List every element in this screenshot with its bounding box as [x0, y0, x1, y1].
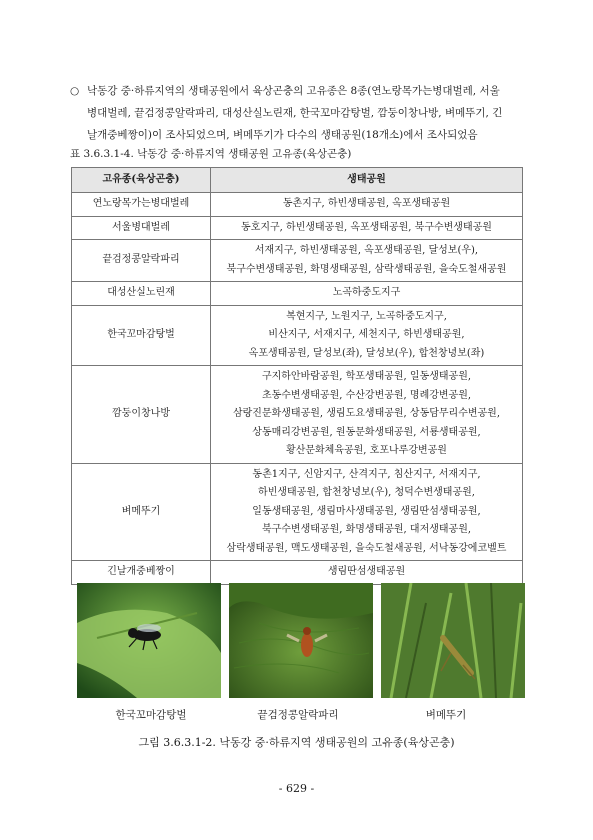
photo-label: 한국꼬마감탕벌: [115, 709, 187, 721]
park-list: [211, 216, 523, 240]
park-line: 비산지구, 서재지구, 세천지구, 하빈생태공원,: [268, 329, 465, 340]
photo-label: 끝검정콩알락파리: [257, 709, 339, 721]
park-line: 초동수변생태공원, 수산강변공원, 명례강변공원,: [261, 389, 472, 401]
park-line: 복현지구, 노원지구, 노곡하중도지구,: [286, 310, 447, 322]
species-name: 연노랑목가는병대벌레: [72, 193, 211, 217]
park-list: [211, 561, 523, 585]
paragraph-line: 날개중베짱이)이 조사되었으며, 벼메뚜기가 다수의 생태공원(18개소)에서 조사되었음: [87, 129, 478, 141]
park-line: 동촌지구, 하빈생태공원, 옥포생태공원: [282, 198, 451, 209]
park-line: 북구수변생태공원, 화명생태공원, 대저생태공원,: [261, 524, 472, 535]
park-line: 하빈생태공원, 합천창녕보(우), 청덕수변생태공원,: [258, 487, 475, 498]
page-number: - 629 -: [278, 782, 315, 795]
park-list: [211, 282, 523, 306]
figure-caption: 그림 3.6.3.1-2. 낙동강 중·하류지역 생태공원의 고유종(육상곤충): [138, 736, 455, 749]
table-row: [72, 282, 523, 306]
species-name: 한국꼬마감탕벌: [72, 305, 211, 366]
park-list: [211, 366, 523, 464]
paragraph-line: 병대벌레, 끝검정콩알락파리, 대성산실노린재, 한국꼬마감탕벌, 깜둥이창나방, 벼메뚜기, 긴: [87, 107, 503, 119]
park-line: 일동생태공원, 생림마사생태공원, 생림딴섬생태공원,: [252, 505, 481, 517]
header-parks: 생태공원: [211, 168, 523, 193]
park-line: 삼락생태공원, 맥도생태공원, 을숙도철새공원, 서낙동강에코벨트: [226, 542, 507, 554]
species-name: 깜둥이창나방: [72, 366, 211, 464]
table-row: [72, 305, 523, 366]
park-line: 노곡하중도지구: [332, 287, 401, 298]
table-header-row: [72, 168, 523, 193]
park-line: 동촌1지구, 신암지구, 산격지구, 침산지구, 서재지구,: [252, 468, 481, 480]
park-line: 구지하안바람공원, 학포생태공원, 일동생태공원,: [261, 371, 472, 382]
park-line: 북구수변생태공원, 화명생태공원, 삼락생태공원, 을숙도철새공원: [226, 263, 507, 275]
table-row: [72, 366, 523, 464]
park-line: 황산문화체육공원, 호포나루강변공원: [286, 445, 447, 456]
park-line: 동호지구, 하빈생태공원, 옥포생태공원, 북구수변생태공원: [241, 221, 492, 233]
species-name: 대성산실노린재: [72, 282, 211, 306]
photo-label: 벼메뚜기: [425, 709, 467, 721]
park-list: [211, 193, 523, 217]
park-list: [211, 463, 523, 561]
photo-grasshopper: [381, 583, 525, 698]
table-row: [72, 216, 523, 240]
park-line: 상동매리강변공원, 원동문화생태공원, 서룡생태공원,: [252, 426, 481, 438]
bullet-mark: ○: [70, 85, 80, 97]
species-photo-strip: [77, 583, 525, 698]
park-list: [211, 305, 523, 366]
table-row: [72, 240, 523, 282]
park-line: 옥포생태공원, 달성보(좌), 달성보(우), 합천창녕보(좌): [248, 347, 485, 359]
table-row: [72, 193, 523, 217]
paragraph-line: 낙동강 중·하류지역의 생태공원에서 육상곤충의 고유종은 8종(연노랑목가는병대벌레, 서울: [87, 85, 500, 97]
table-row: [72, 561, 523, 585]
table-row: [72, 463, 523, 561]
species-name: 끝검정콩알락파리: [72, 240, 211, 282]
species-name: 서울병대벌레: [72, 216, 211, 240]
species-name: 긴날개중베짱이: [72, 561, 211, 585]
intro-paragraph: [70, 80, 530, 146]
park-line: 서재지구, 하빈생태공원, 옥포생태공원, 달성보(우),: [254, 245, 479, 256]
table-caption: 표 3.6.3.1-4. 낙동강 중·하류지역 생태공원 고유종(육상곤충): [70, 148, 352, 160]
species-name: 벼메뚜기: [72, 463, 211, 561]
endemic-species-table: [71, 167, 523, 585]
park-list: [211, 240, 523, 282]
photo-fruit-fly: [229, 583, 373, 698]
header-species: 고유종(육상곤충): [72, 168, 211, 193]
park-line: 삼랑진문화생태공원, 생림도요생태공원, 상동담무리수변공원,: [232, 408, 501, 419]
photo-potter-wasp: [77, 583, 221, 698]
park-line: 생림딴섬생태공원: [327, 566, 406, 577]
